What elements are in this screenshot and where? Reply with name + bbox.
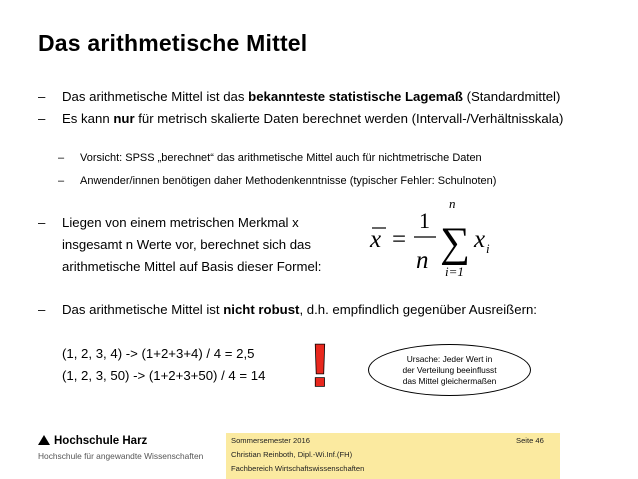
subbullet-text: Vorsicht: SPSS „berechnet“ das arithmetische Mittel auch für nichtmetrische Daten bbox=[80, 152, 482, 164]
page-title: Das arithmetische Mittel bbox=[38, 30, 308, 56]
bullet-robust bbox=[38, 302, 537, 317]
bullet-text: Das arithmetische Mittel ist bbox=[62, 302, 224, 317]
bullet-formula-line3: arithmetische Mittel auf Basis dieser Formel: bbox=[62, 259, 322, 274]
mean-formula bbox=[360, 190, 510, 285]
callout-line: das Mittel gleichermaßen bbox=[402, 375, 497, 386]
footer-semester: Sommersemester 2016 bbox=[231, 436, 310, 445]
bullet-dash: – bbox=[38, 89, 46, 104]
sum-lower-limit: i=1 bbox=[445, 264, 464, 279]
subbullet-spss bbox=[58, 152, 482, 164]
page-number: Seite 46 bbox=[516, 436, 544, 445]
bullet-dash: – bbox=[58, 152, 65, 164]
formula-lhs: x bbox=[370, 226, 382, 253]
footer-author: Christian Reinboth, Dipl.-Wi.Inf.(FH) bbox=[231, 450, 353, 459]
exclamation-icon bbox=[306, 336, 334, 392]
bullet-lagemass bbox=[38, 89, 560, 104]
subbullet-text: Anwender/innen benötigen daher Methodenkenntnisse (typischer Fehler: Schulnoten) bbox=[80, 175, 497, 187]
logo-subtitle: Hochschule für angewandte Wissenschaften bbox=[38, 451, 204, 461]
bullet-text: , d.h. empfindlich gegenüber Ausreißern: bbox=[299, 302, 537, 317]
footer-department: Fachbereich Wirtschaftswissenschaften bbox=[231, 464, 365, 473]
formula-denominator: n bbox=[416, 247, 429, 274]
formula-equals: = bbox=[392, 226, 407, 253]
bullet-dash: – bbox=[38, 111, 46, 126]
bullet-text: Das arithmetische Mittel ist das bbox=[62, 89, 249, 104]
bullet-text: Liegen von einem metrischen Merkmal x bbox=[62, 215, 299, 230]
formula-term: x bbox=[474, 226, 486, 253]
subbullet-anwender bbox=[58, 175, 496, 187]
bullet-dash: – bbox=[38, 215, 46, 230]
bullet-dash: – bbox=[58, 175, 65, 187]
formula-subscript: i bbox=[486, 241, 490, 256]
bullet-bold: nicht robust bbox=[223, 302, 300, 317]
callout-line: der Verteilung beeinflusst bbox=[402, 364, 497, 375]
footer-info-box bbox=[226, 433, 560, 479]
bullet-text: Es kann bbox=[62, 111, 114, 126]
bullet-text: (Standardmittel) bbox=[462, 89, 561, 104]
sigma-icon: ∑ bbox=[440, 220, 470, 266]
bullet-bold: nur bbox=[113, 111, 135, 126]
university-logo bbox=[38, 435, 147, 447]
bullet-formula-intro bbox=[38, 215, 299, 230]
example-2: (1, 2, 3, 50) -> (1+2+3+50) / 4 = 14 bbox=[62, 368, 266, 383]
bullet-formula-line2: insgesamt n Werte vor, berechnet sich das bbox=[62, 237, 311, 252]
bullet-bold: bekannteste statistische Lagemaß bbox=[248, 89, 463, 104]
logo-text: Hochschule Harz bbox=[54, 435, 148, 447]
example-1: (1, 2, 3, 4) -> (1+2+3+4) / 4 = 2,5 bbox=[62, 346, 255, 361]
bullet-dash: – bbox=[38, 302, 46, 317]
triangle-logo-icon bbox=[38, 435, 50, 445]
bullet-metrisch bbox=[38, 111, 563, 126]
callout-ellipse bbox=[368, 344, 531, 396]
formula-numerator: 1 bbox=[419, 208, 430, 233]
sum-upper-limit: n bbox=[449, 196, 456, 211]
callout-line: Ursache: Jeder Wert in bbox=[406, 353, 493, 364]
bullet-text: für metrisch skalierte Daten berechnet werden (Intervall-/Verhältnisskala) bbox=[134, 111, 564, 126]
exclamation-glyph: ! bbox=[310, 336, 330, 392]
